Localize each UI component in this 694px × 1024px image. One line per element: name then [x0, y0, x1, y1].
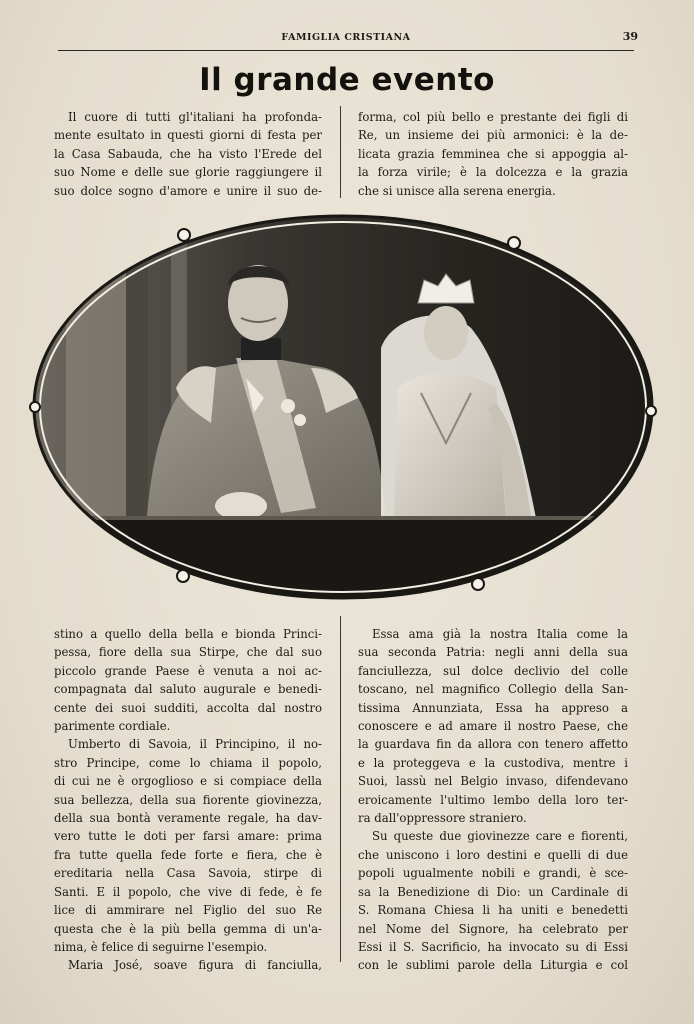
article-title: Il grande evento: [199, 62, 495, 98]
text-line: fra tutte quella fede forte e fiera, che è: [54, 847, 322, 862]
text-line: conoscere e ad amare il nostro Paese, che: [358, 719, 628, 734]
text-line: Su queste due giovinezze care e fiorenti,: [372, 829, 628, 844]
text-line: la guardava fin da allora con tenero affetto: [358, 737, 628, 752]
text-line: Il cuore di tutti gl'italiani ha profonda-: [68, 110, 322, 124]
text-line: Umberto di Savoia, il Principino, il no-: [68, 737, 322, 752]
text-line: licata grazia femminea che si appoggia al-: [358, 146, 628, 161]
text-line: tissima Annunziata, Essa ha appreso a: [358, 700, 628, 715]
text-line: toscano, nel magnifico Collegio della San-: [358, 682, 628, 697]
text-line: stro Principe, come lo chiama il popolo,: [54, 755, 322, 770]
text-line: compagnata dal saluto augurale e benedi-: [54, 682, 322, 697]
text-line: che uniscono i loro destini e quelli di due: [358, 847, 628, 862]
text-line: la Casa Sabauda, che ha visto l'Erede del: [54, 146, 322, 161]
text-line: Maria José, soave figura di fanciulla,: [68, 958, 322, 973]
text-line: Re, un insieme dei più armonici: è la de-: [358, 128, 628, 143]
text-line: di cui ne è orgoglioso e si compiace della: [54, 774, 322, 789]
text-line: ereditaria nella Casa Savoia, stirpe di: [54, 866, 322, 881]
text-line: S. Romana Chiesa li ha uniti e benedetti: [358, 903, 628, 918]
text-line: fanciullezza, sul dolce declivio del colle: [358, 663, 628, 678]
text-column-bottom-left: [54, 625, 322, 975]
text-line: Essa ama già la nostra Italia come la: [372, 627, 628, 641]
column-divider-top: [340, 106, 341, 198]
page-number: 39: [622, 30, 638, 43]
text-line: cente dei suoi sudditi, accolta dal nostro: [54, 700, 322, 715]
text-line: pessa, fiore della sua Stirpe, che dal suo: [54, 645, 322, 660]
text-line: parimente cordiale.: [54, 719, 171, 734]
text-line: forma, col più bello e prestante dei figli di: [358, 110, 628, 124]
text-line: con le sublimi parole della Liturgia e col: [358, 958, 628, 973]
text-line: suo Nome e delle sue glorie raggiungere il: [54, 165, 322, 180]
text-line: Suoi, lassù nel Belgio invaso, difendevano: [358, 774, 628, 789]
text-line: popoli ugualmente nobili e grandi, è sce-: [358, 866, 628, 881]
text-line: nima, è felice di seguirne l'esempio.: [54, 939, 268, 954]
page-header: [58, 30, 638, 51]
text-line: suo dolce sogno d'amore e unire il suo de-: [54, 183, 322, 198]
text-line: eroicamente l'ultimo lembo della loro ter-: [358, 792, 628, 807]
text-column-top-left: [54, 108, 322, 200]
text-line: Santi. E il popolo, che vive di fede, è fe: [54, 884, 322, 899]
text-line: sua bellezza, della sua fiorente giovinezza,: [54, 792, 322, 807]
column-divider-bottom: [340, 616, 341, 962]
text-line: lice di ammirare nel Figlio del suo Re: [54, 903, 322, 918]
text-line: nel Nome del Signore, ha celebrato per: [358, 921, 628, 936]
text-column-bottom-right: [358, 625, 628, 975]
magazine-name: FAMIGLIA CRISTIANA: [281, 32, 411, 43]
text-line: piccolo grande Paese è venuta a noi ac-: [54, 663, 322, 678]
text-line: mente esultato in questi giorni di festa per: [54, 128, 322, 143]
text-line: vero tutte le doti per farsi amare: prima: [54, 829, 322, 844]
text-line: ra dall'oppressore straniero.: [358, 811, 527, 826]
text-line: della sua bontà veramente regale, ha dav-: [54, 811, 322, 826]
text-line: la forza virile; è la dolcezza e la grazia: [358, 165, 628, 180]
text-line: stino a quello della bella e bionda Princi-: [54, 627, 322, 641]
text-column-top-right: [358, 108, 628, 200]
text-line: Essi il S. Sacrificio, ha invocato su di Essi: [358, 939, 628, 954]
text-line: sua seconda Patria: negli anni della sua: [358, 645, 628, 660]
text-line: sa la Benedizione di Dio: un Cardinale di: [358, 884, 628, 899]
text-line: questa che è la più bella gemma di un'a-: [54, 921, 322, 936]
oval-wedding-photo: [26, 208, 660, 606]
text-line: e la proteggeva e la custodiva, mentre i: [358, 755, 628, 770]
text-line: che si unisce alla serena energia.: [358, 183, 556, 198]
